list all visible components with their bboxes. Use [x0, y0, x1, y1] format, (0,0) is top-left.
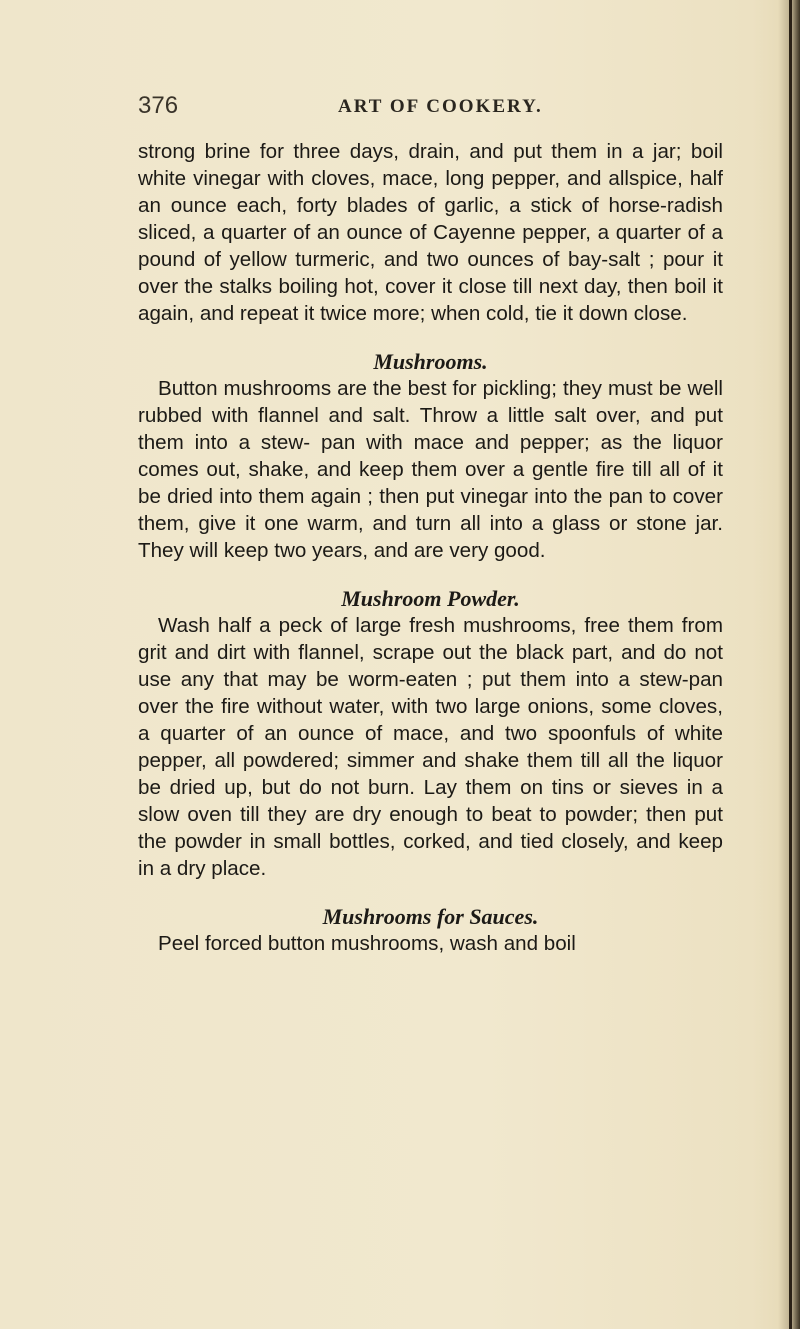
text-line: they must be well rubbed with flannel and salt. — [138, 377, 723, 427]
text-line: it close till next day, then boil it again, and repeat — [138, 275, 723, 325]
paragraph-mushroom-powder — [138, 612, 723, 882]
text-line: blades of garlic, a stick of horse-radish sliced, a — [138, 194, 723, 244]
text-line: fire without water, with two large onions, some — [221, 695, 652, 718]
page-header — [0, 92, 760, 122]
text-line: do not burn. Lay them on tins or sieves in a slow — [138, 776, 723, 826]
running-head: ART OF COOKERY. — [338, 96, 543, 117]
text-line: quarter of an ounce of Cayenne pepper, a quarter — [221, 221, 681, 244]
page-number: 376 — [138, 92, 179, 119]
text-line: tied closely, and keep in a dry place. — [138, 830, 723, 880]
text-line: spoonfuls of white pepper, all powdered; simmer — [138, 722, 723, 772]
text-line: and shake them till all the liquor be dried up, but — [138, 749, 723, 799]
text-line: of it be dried into them again ; then put vinegar — [138, 458, 723, 508]
text-line: Button mushrooms are the best for pickling; — [158, 377, 557, 400]
heading-mushrooms: Mushrooms. — [373, 349, 488, 374]
paragraph-mushrooms-for-sauces — [138, 930, 723, 957]
text-line: then put the powder in small bottles, corked, and — [138, 803, 723, 853]
text-line: oven till they are dry enough to beat to powder; — [187, 803, 639, 826]
text-line: turn all into a glass or stone jar. They will keep — [138, 512, 723, 562]
text-line: out, shake, and keep them over a gentle fire till all — [206, 458, 680, 481]
text-line: two years, and are very good. — [274, 539, 546, 562]
text-line: into the pan to cover them, give it one warm, and — [138, 485, 723, 535]
text-line: bay-salt ; pour it over the stalks boiling hot, cover — [138, 248, 723, 298]
text-line: of a pound of yellow turmeric, and two ounces of — [138, 221, 723, 271]
page-edge-line — [789, 0, 792, 1329]
page-body — [138, 138, 723, 957]
paragraph-strong-brine — [138, 138, 723, 327]
text-line: cloves, a quarter of an ounce of mace, and two — [138, 695, 723, 745]
text-line: Throw a little salt over, and put them into a stew- — [138, 404, 723, 454]
heading-mushroom-powder: Mushroom Powder. — [341, 586, 520, 611]
paragraph-mushrooms — [138, 375, 723, 564]
text-line: them from grit and dirt with flannel, scrape out — [138, 614, 723, 664]
text-line: pepper, and allspice, half an ounce each, forty — [138, 167, 723, 217]
text-line: the black part, and do not use any that may be — [138, 641, 723, 691]
text-line: Peel forced button mushrooms, wash and boil — [158, 932, 576, 955]
text-line: Wash half a peck of large fresh mushrooms, free — [158, 614, 620, 637]
text-line: a jar; boil white vinegar with cloves, mace, long — [138, 140, 723, 190]
text-line: strong brine for three days, drain, and put them in — [138, 140, 623, 163]
text-line: pan with mace and pepper; as the liquor comes — [138, 431, 723, 481]
heading-mushrooms-for-sauces: Mushrooms for Sauces. — [322, 904, 539, 929]
text-line: worm-eaten ; put them into a stew-pan over the — [138, 668, 723, 718]
text-line: it twice more; when cold, tie it down close. — [304, 302, 688, 325]
